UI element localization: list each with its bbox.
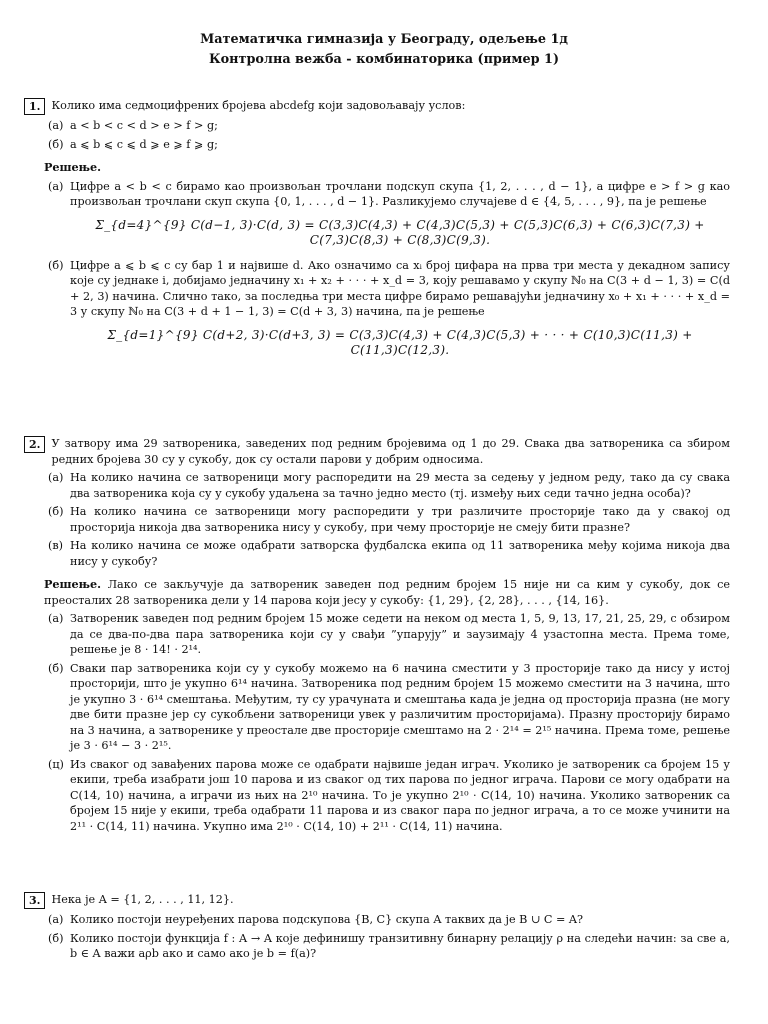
solution-label: Решење.	[44, 577, 102, 591]
item-mark: (а)	[48, 612, 64, 625]
solution-intro-text: Лако се закључује да затвореник заведен под редним бројем 15 није ни са ким у сукобу, док се преосталих 28 затвореника дели у 14 парова који јесу у сукобу: {1, 29}, {2, 28}, . . . , {14, 16}.	[44, 578, 730, 607]
solution-formula: Σ_{d=4}^{9} C(d−1, 3)·C(d, 3) = C(3,3)C(4,3) + C(4,3)C(5,3) + C(5,3)C(6,3) + C(6,3)C(7,3) + C(7,3)C(8,3) + C(8,3)C(9,3).	[95, 217, 705, 247]
solution-text: Затвореник заведен под редним бројем 15 може седети на неком од места 1, 5, 9, 13, 17, 21, 25, 29, с обзиром да се два-по-два пара затвореника који су у свађи ”упарују” и заузимају 4 узастопна места. Према томе, решење је 8 · 14! · 2¹⁴.	[70, 612, 730, 656]
item-mark: (б)	[48, 137, 64, 151]
solution-text: Цифре a < b < c бирамо као произвољан трочлани подскуп скупа {1, 2, . . . , d − 1}, а цифре e > f > g као произвољан трочлани скуп скупа {0, 1, . . . , d − 1}. Разликујемо случајеве d ∈ {4, 5, . . . , 9}, па је решење	[70, 179, 730, 208]
problem-1	[24, 98, 730, 365]
item-mark: (б)	[48, 258, 64, 272]
item-mark: (а)	[48, 179, 64, 193]
solution-text: Из сваког од завађених парова може се одабрати највише један играч. Уколико је затвореник са бројем 15 у екипи, треба изабрати још 10 парова и из сваког од тих парова по једног играча. Парови се могу одабрати на C(14, 10) начина, а играчи из њих на 2¹⁰ начина. То је укупно 2¹⁰ · C(14, 10) начина. Уколико затвореник са бројем 15 није у екипи, треба одабрати 11 парова и из сваког пара по једног играча, а то се може учинити на 2¹¹ · C(14, 11) начина. Укупно има 2¹⁰ · C(14, 10) + 2¹¹ · C(14, 11) начина.	[70, 757, 730, 833]
item-text: Колико постоји функција f : A → A које дефинишу транзитивну бинарну релацију ρ на следећи начин: за све a, b ∈ A важи aρb ако и само ако је b = f(a)?	[70, 931, 730, 960]
item-mark: (а)	[48, 913, 64, 926]
problem-number: 2.	[24, 436, 45, 453]
item-mark: (б)	[48, 505, 64, 518]
title-line-test: Контролна вежба - комбинаторика (пример 1)	[208, 52, 560, 67]
problem-item	[48, 470, 730, 501]
item-text	[70, 179, 730, 255]
problem-item	[48, 504, 730, 535]
solution-item	[48, 258, 730, 365]
item-mark: (а)	[48, 471, 64, 484]
problem-number: 3.	[24, 892, 45, 909]
problem-number: 1.	[24, 98, 45, 115]
problem-statement: У затвору има 29 затвореника, заведених под редним бројевима од 1 до 29. Свака два затвореника са збиром редних бројева 30 су у сукобу, док су остали парови у добрим односима.	[51, 437, 730, 466]
solution-item	[48, 179, 730, 255]
item-text: Колико постоји неуређених парова подскупова {B, C} скупа A таквих да је B ∪ C = A?	[70, 913, 584, 926]
problem-item	[48, 912, 730, 928]
problem-statement: Колико има седмоцифрених бројева abcdefg који задовољавају услов:	[51, 99, 466, 112]
problem-item	[48, 137, 730, 153]
item-text: На колико начина се затвореници могу распоредити у три различите просторије тако да у свакој од просторија никоја два затвореника нису у сукобу, при чему просторије не смеју бити празне?	[70, 505, 730, 534]
item-text: a < b < c < d > e > f > g;	[70, 119, 218, 132]
solution-formula: Σ_{d=1}^{9} C(d+2, 3)·C(d+3, 3) = C(3,3)C(4,3) + C(4,3)C(5,3) + · · · + C(10,3)C(11,3) + C(11,3)C(12,3).	[107, 327, 693, 357]
problem-3	[24, 892, 730, 962]
solution-item	[48, 661, 730, 754]
item-text: На колико начина се може одабрати затворска фудбалска екипа од 11 затвореника међу којима никоја два нису у сукобу?	[70, 539, 730, 568]
solution-text: Цифре a ⩽ b ⩽ c су бар 1 и највише d. Ако означимо са xᵢ број цифара на прва три места у декадном запису које су једнаке i, добијамо једначину x₁ + x₂ + · · · + x_d = 3, коју решавамо у скупу ℕ₀ на C(3 + d − 1, 3) = C(d + 2, 3) начина. Слично тако, за последња три места цифре бирамо решавајући једначину x₀ + x₁ + · · · + x_d = 3 у скупу ℕ₀ на C(3 + d + 1 − 1, 3) = C(d + 3, 3) начина, па је решење	[70, 258, 730, 318]
title-line-school: Математичка гимназија у Београду, одељење 1д	[200, 32, 568, 47]
problem-item	[48, 931, 730, 962]
item-mark: (а)	[48, 119, 64, 132]
item-mark: (в)	[48, 539, 64, 552]
problem-item	[48, 538, 730, 569]
solution-item	[48, 757, 730, 835]
document-title	[0, 30, 768, 70]
item-mark: (ц)	[48, 757, 64, 771]
item-mark: (б)	[48, 931, 64, 945]
item-text: a ⩽ b ⩽ c ⩽ d ⩾ e ⩾ f ⩾ g;	[70, 137, 218, 151]
problem-statement: Нека је A = {1, 2, . . . , 11, 12}.	[51, 893, 234, 906]
solution-item	[48, 611, 730, 658]
item-mark: (б)	[48, 661, 64, 675]
problem-2	[24, 436, 730, 834]
item-text	[70, 258, 730, 365]
solution-intro	[44, 577, 730, 608]
solution-text: Сваки пар затвореника који су у сукобу можемо на 6 начина сместити у 3 просторије тако да нису у истој просторији, што је укупно 6¹⁴ начина. Затвореника под редним бројем 15 можемо сместити на 3 начина, што је укупно 3 · 6¹⁴ смештања. Међутим, ту су урачуната и смештања када је једна од просторија празна (не могу две бити празне јер су сукобљени затвореници увек у различитим просторијама). Празну просторију бирамо на 3 начина, а затворенике у преостале две просторије смештамо на 2 · 2¹⁴ = 2¹⁵ начина. Према томе, решење је 3 · 6¹⁴ − 3 · 2¹⁵.	[70, 661, 730, 752]
solution-label: Решење.	[44, 160, 102, 174]
item-text: На колико начина се затвореници могу распоредити на 29 места за седењу у једном реду, тако да су свака два затвореника која су у сукобу удаљена за тачно једно место (тј. између њих седи тачно једна особа)?	[70, 471, 730, 500]
problem-item	[48, 118, 730, 134]
